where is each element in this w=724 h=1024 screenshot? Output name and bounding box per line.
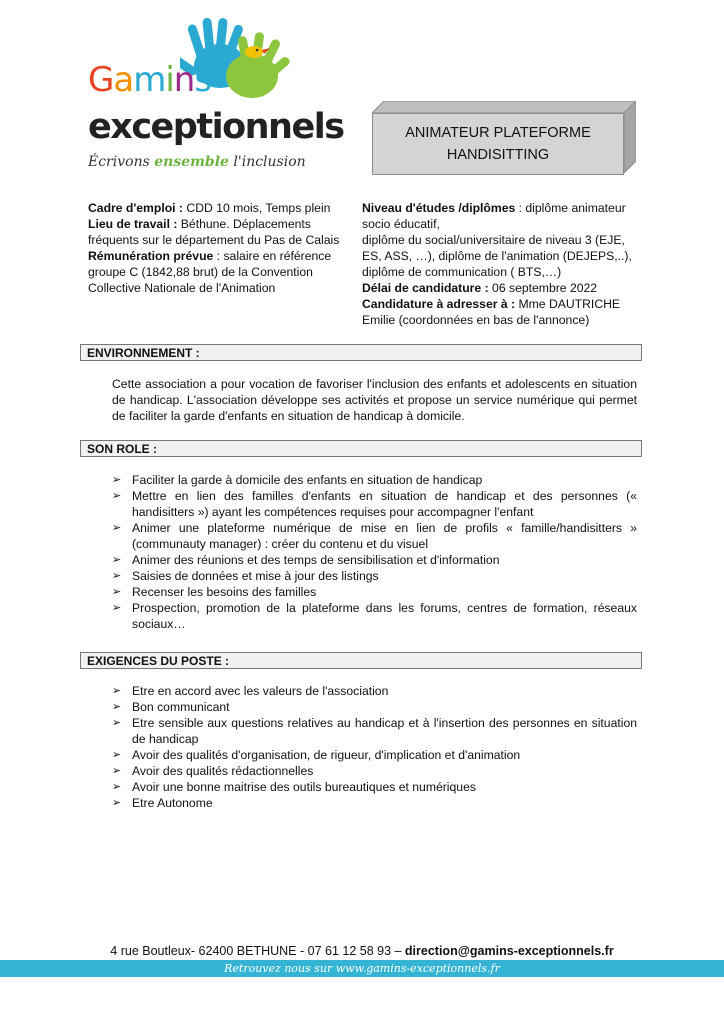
role-list (112, 472, 637, 632)
lieu-travail: Lieu de travail : Béthune. Déplacements fréquents sur le département du Pas de Calais (88, 217, 340, 247)
section-environnement-title: ENVIRONNEMENT : (80, 344, 642, 361)
list-item-text: Faciliter la garde à domicile des enfants en situation de handicap (132, 473, 483, 487)
cadre-emploi: Cadre d'emploi : CDD 10 mois, Temps plein (88, 201, 331, 215)
footer-address: 4 rue Boutleux- 62400 BETHUNE - 07 61 12 58 93 – direction@gamins-exceptionnels.fr (110, 944, 614, 958)
arrow-bullet-icon: ➢ (112, 781, 122, 793)
footer-website-band: Retrouvez nous sur www.gamins-exceptionnels.fr (0, 960, 724, 977)
niveau-etudes: Niveau d'études /diplômes : diplôme animateur socio éducatif, (362, 201, 626, 231)
list-item-text: Avoir des qualités rédactionnelles (132, 764, 314, 778)
brand-name-line1: Gamins (88, 60, 212, 100)
list-item (112, 600, 637, 632)
arrow-bullet-icon: ➢ (112, 717, 122, 729)
list-item (112, 763, 637, 779)
arrow-bullet-icon: ➢ (112, 474, 122, 486)
section-exigences-title: EXIGENCES DU POSTE : (80, 652, 642, 669)
list-item-text: Avoir des qualités d'organisation, de rigueur, d'implication et d'animation (132, 748, 521, 762)
arrow-bullet-icon: ➢ (112, 490, 122, 502)
arrow-bullet-icon: ➢ (112, 602, 122, 614)
brand-name-line2: exceptionnels (88, 107, 344, 147)
list-item (112, 779, 637, 795)
list-item (112, 488, 637, 520)
arrow-bullet-icon: ➢ (112, 749, 122, 761)
list-item-text: Prospection, promotion de la plateforme dans les forums, centres de formation, réseaux sociaux… (132, 601, 637, 631)
list-item (112, 795, 637, 811)
employment-details (88, 200, 358, 296)
remuneration: Rémunération prévue : salaire en référence groupe C (1842,88 brut) de la Convention Collective Nationale de l'Animation (88, 249, 332, 295)
list-item (112, 472, 637, 488)
list-item (112, 552, 637, 568)
logo (84, 14, 344, 174)
list-item-text: Etre Autonome (132, 796, 213, 810)
environnement-text: Cette association a pour vocation de favoriser l'inclusion des enfants et adolescents en situation de handicap. L'association développe ses activités et propose un service numérique qui permet de faciliter la garde d'enfants en situation de handicap à domicile. (112, 377, 637, 423)
list-item-text: Etre sensible aux questions relatives au handicap et à l'insertion des personnes en situation de handicap (132, 716, 637, 746)
arrow-bullet-icon: ➢ (112, 685, 122, 697)
qualification-details (362, 200, 642, 328)
list-item (112, 683, 637, 699)
list-item-text: Bon communicant (132, 700, 230, 714)
arrow-bullet-icon: ➢ (112, 701, 122, 713)
diplomes: diplôme du social/universitaire de niveau 3 (EJE, ES, ASS, …), diplôme de l'animation (DEJEPS,..), diplôme de communication ( BTS,…) (362, 233, 632, 279)
delai-candidature: Délai de candidature : 06 septembre 2022 (362, 281, 598, 295)
arrow-bullet-icon: ➢ (112, 554, 122, 566)
brand-tagline: Écrivons ensemble l'inclusion (88, 154, 306, 170)
list-item (112, 715, 637, 747)
arrow-bullet-icon: ➢ (112, 570, 122, 582)
list-item (112, 520, 637, 552)
arrow-bullet-icon: ➢ (112, 797, 122, 809)
list-item-text: Animer une plateforme numérique de mise en lien de profils « famille/handisitters » (communauty manager) : créer du contenu et du visuel (132, 521, 637, 551)
list-item-text: Mettre en lien des familles d'enfants en situation de handicap et des personnes (« handisitters ») ayant les compétences requises pour accompagner l'enfant (132, 489, 637, 519)
candidature-contact: Candidature à adresser à : Mme DAUTRICHE Emilie (coordonnées en bas de l'annonce) (362, 297, 621, 327)
list-item-text: Saisies de données et mise à jour des listings (132, 569, 379, 583)
exigences-list (112, 683, 637, 811)
arrow-bullet-icon: ➢ (112, 765, 122, 777)
job-title: ANIMATEUR PLATEFORME HANDISITTING (372, 113, 624, 175)
arrow-bullet-icon: ➢ (112, 586, 122, 598)
list-item (112, 584, 637, 600)
list-item-text: Etre en accord avec les valeurs de l'association (132, 684, 389, 698)
footer-email[interactable]: direction@gamins-exceptionnels.fr (404, 944, 614, 958)
list-item-text: Animer des réunions et des temps de sensibilisation et d'information (132, 553, 500, 567)
list-item-text: Recenser les besoins des familles (132, 585, 317, 599)
section-role-title: SON ROLE : (80, 440, 642, 457)
job-title-box (372, 101, 636, 173)
arrow-bullet-icon: ➢ (112, 522, 122, 534)
list-item (112, 699, 637, 715)
list-item (112, 568, 637, 584)
list-item-text: Avoir une bonne maitrise des outils bureautiques et numériques (132, 780, 476, 794)
list-item (112, 747, 637, 763)
